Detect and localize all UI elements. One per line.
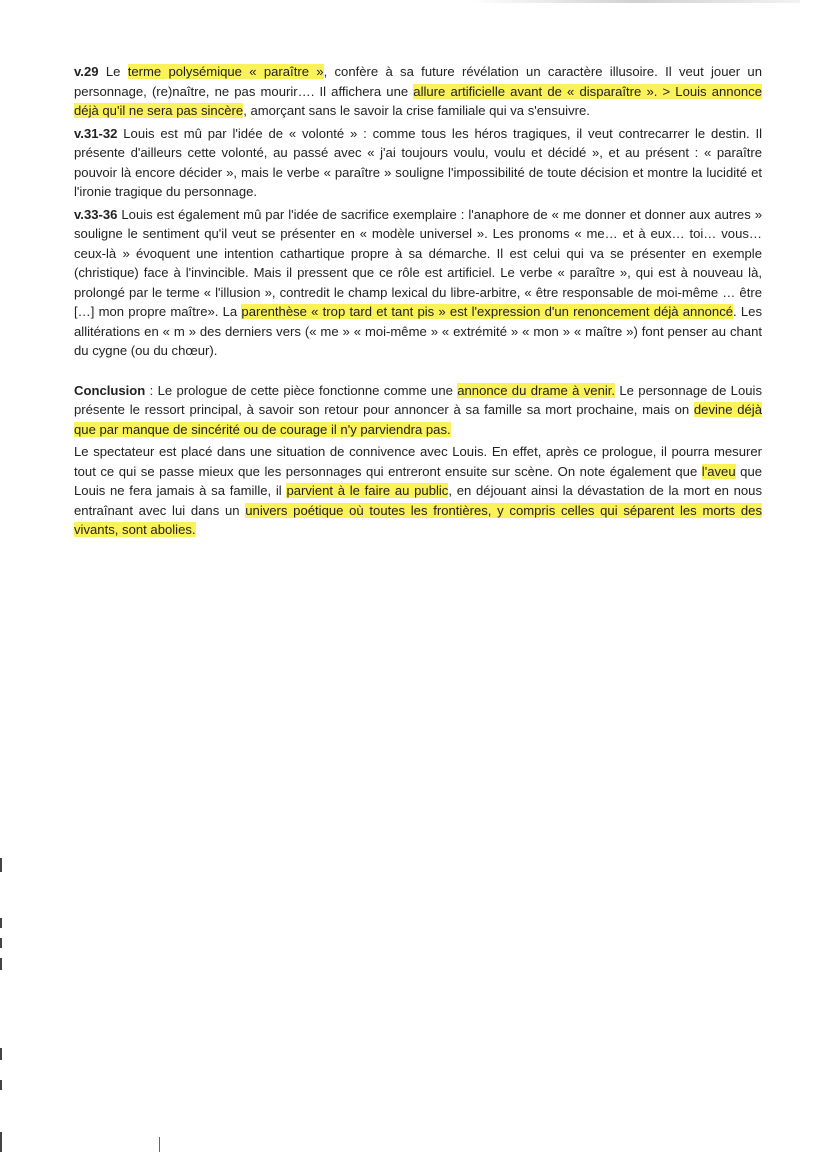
scan-margin-mark: [0, 958, 2, 970]
text-run: , en déjouant ainsi la dévastation de la mort en nous entraînant avec lui dans un: [74, 483, 763, 518]
verse-ref: v.31-32: [74, 125, 118, 141]
text-run: que Louis ne fera jamais à sa famille, il: [74, 463, 763, 498]
text-run: , amorçant sans le savoir la crise familiale qui va s'ensuivre.: [243, 103, 590, 118]
scan-margin-mark: [0, 938, 2, 948]
paragraph-conclusion: [74, 381, 762, 440]
scan-margin-mark: [0, 1132, 2, 1152]
highlight: parenthèse « trop tard et tant pis » est l'expression d'un renoncement déjà annoncé: [241, 304, 734, 319]
text-run: Le: [98, 64, 128, 79]
highlight: annonce du drame à venir.: [457, 382, 616, 398]
paragraph-v29: [74, 62, 762, 121]
highlight: devine déjà que par manque de sincérité ou de courage il n'y parviendra pas.: [74, 402, 762, 437]
highlight: parvient à le faire au public: [286, 483, 449, 498]
text-run: . Les allitérations en « m » des derniers vers (« me » « moi-même » « extrémité » « mon » « maître ») font penser au chant du cygne (ou du chœur).: [74, 304, 763, 358]
scan-margin-mark: [0, 918, 2, 928]
highlight: terme polysémique « paraître »: [127, 64, 324, 79]
text-run: : Le prologue de cette pièce fonctionne comme une: [145, 382, 458, 398]
paragraph-v31-32: [74, 124, 762, 202]
paragraph-spectateur: [74, 442, 762, 540]
text-run: Le personnage de Louis présente le ressort principal, à savoir son retour pour annoncer à sa famille sa mort prochaine, mais on: [74, 382, 762, 417]
scan-bottom-tick: [159, 1137, 160, 1152]
scan-margin-mark: [0, 1080, 2, 1090]
text-run: Le spectateur est placé dans une situation de connivence avec Louis. En effet, après ce prologue, il pourra mesurer tout ce qui se passe mieux que les personnages qui entreront ensuite sur scène. On note également que: [74, 444, 762, 479]
highlight: l'aveu: [701, 463, 736, 479]
highlight: univers poétique où toutes les frontières, y compris celles qui séparent les morts des vivants, sont abolies.: [74, 502, 762, 537]
text-run: Louis est mû par l'idée de « volonté » : comme tous les héros tragiques, il veut contrecarrer le destin. Il présente d'ailleurs cette volonté, au passé avec « j'ai toujours voulu, voulu et décidé », et au présent : « paraître pouvoir là encore décider », mais le verbe « paraître » souligne l'impossibilité de toute décision et montre la lucidité et l'ironie tragique du personnage.: [74, 125, 762, 199]
verse-ref: v.29: [74, 64, 99, 79]
verse-ref: v.33-36: [74, 206, 118, 222]
scan-margin-mark: [0, 1048, 2, 1060]
text-run: , confère à sa future révélation un caractère illusoire. Il veut jouer un personnage, (re)naître, ne pas mourir…. Il affichera une: [74, 64, 762, 99]
scan-edge-shadow: [470, 0, 800, 3]
conclusion-heading: Conclusion: [74, 382, 146, 398]
text-run: Louis est également mû par l'idée de sacrifice exemplaire : l'anaphore de « me donner et donner aux autres » souligne le sentiment qu'il veut se présenter en « modèle universel ». Les pronoms « me… et à eux… toi… vous… ceux-là » évoquent une intention cathartique propre à sa démarche. Il est celui qui va se présenter en exemple (christique) face à l'invincible. Mais il pressent que ce rôle est artificiel. Le verbe « paraître », qui est à nouveau là, prolongé par le terme « l'illusion », contredit le champ lexical du libre-arbitre, « être responsable de moi-même … être […] mon propre maître». La: [74, 206, 762, 319]
scan-margin-mark: [0, 858, 2, 872]
document-body: [74, 62, 762, 543]
highlight: allure artificielle avant de « disparaître ». > Louis annonce déjà qu'il ne sera pas sincère: [74, 83, 762, 118]
paragraph-v33-36: [74, 205, 762, 361]
